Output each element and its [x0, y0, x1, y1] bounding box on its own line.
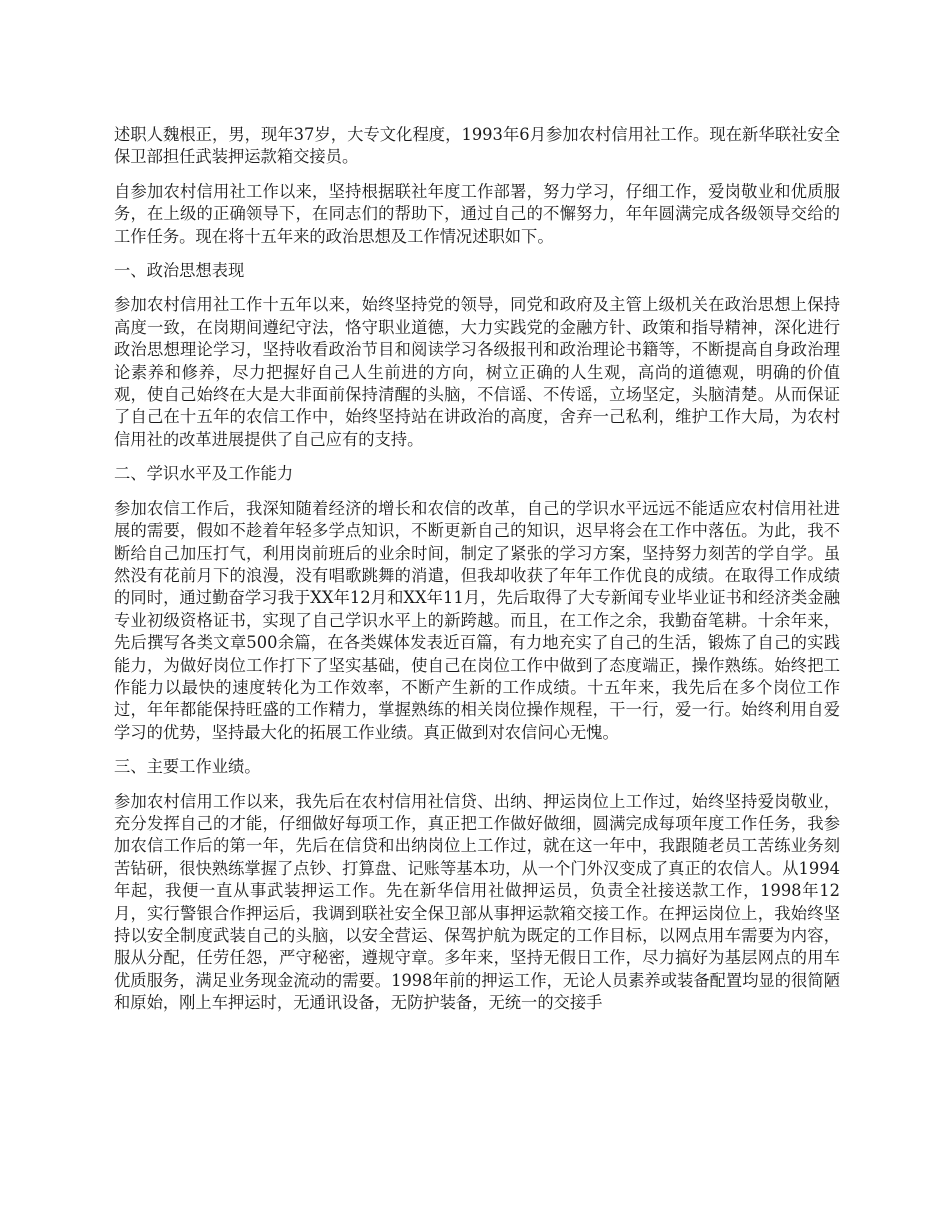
section-heading-political: 一、政治思想表现	[114, 261, 245, 281]
political-paragraph: 参加农村信用社工作十五年以来，始终坚持党的领导，同党和政府及主管上级机关在政治思想上保持高度一致，在岗期间遵纪守法，恪守职业道德，大力实践党的金融方针、政策和指导精神，深化进行政治思想理论学习，坚持收看政治节目和阅读学习各级报刊和政治理论书籍等，不断提高自身政治理论素养和修养，尽力把握好自己人生前进的方向，树立正确的人生观，高尚的道德观，明确的价值观，使自己始终在大是大非面前保持清醒的头脑，不信谣、不传谣，立场坚定，头脑清楚。从而保证了自己在十五年的农信工作中，始终坚持站在讲政治的高度，舍弃一己私利，维护工作大局，为农村信用社的改革进展提供了自己应有的支持。	[114, 295, 840, 449]
document-body	[114, 124, 840, 1027]
section-heading-ability: 二、学识水平及工作能力	[114, 464, 294, 484]
ability-paragraph: 参加农信工作后，我深知随着经济的增长和农信的改革，自己的学识水平远远不能适应农村信用社进展的需要，假如不趁着年轻多学点知识，不断更新自己的知识，迟早将会在工作中落伍。为此，我不断给自己加压打气，利用岗前班后的业余时间，制定了紧张的学习方案，坚持努力刻苦的学自学。虽然没有花前月下的浪漫，没有唱歌跳舞的消遣，但我却收获了年年工作优良的成绩。在取得工作成绩的同时，通过勤奋学习我于XX年12月和XX年11月，先后取得了大专新闻专业毕业证书和经济类金融专业初级资格证书，实现了自己学识水平上的新跨越。而且，在工作之余，我勤奋笔耕。十余年来，先后撰写各类文章500余篇，在各类媒体发表近百篇，有力地充实了自己的生活，锻炼了自己的实践能力，为做好岗位工作打下了坚实基础，使自己在岗位工作中做到了态度端正，操作熟练。始终把工作能力以最快的速度转化为工作效率，不断产生新的工作成绩。十五年来，我先后在多个岗位工作过，年年都能保持旺盛的工作精力，掌握熟练的相关岗位操作规程，干一行，爱一行。始终利用自爱学习的优势，坚持最大化的拓展工作业绩。真正做到对农信问心无愧。	[114, 498, 840, 742]
overview-paragraph: 自参加农村信用社工作以来，坚持根据联社年度工作部署，努力学习，仔细工作，爱岗敬业和优质服务，在上级的正确领导下，在同志们的帮助下，通过自己的不懈努力，年年圆满完成各级领导交给的工作任务。现在将十五年来的政治思想及工作情况述职如下。	[114, 181, 840, 246]
section-heading-achievements: 三、主要工作业绩。	[114, 757, 261, 777]
intro-paragraph: 述职人魏根正，男，现年37岁，大专文化程度，1993年6月参加农村信用社工作。现在新华联社安全保卫部担任武装押运款箱交接员。	[114, 125, 840, 167]
achievements-paragraph: 参加农村信用工作以来，我先后在农村信用社信贷、出纳、押运岗位上工作过，始终坚持爱岗敬业，充分发挥自己的才能，仔细做好每项工作，真正把工作做好做细，圆满完成每项年度工作任务，我参加农信工作后的第一年，先后在信贷和出纳岗位上工作过，就在这一年中，我跟随老员工苦练业务刻苦钻研，很快熟练掌握了点钞、打算盘、记账等基本功，从一个门外汉变成了真正的农信人。从1994年起，我便一直从事武装押运工作。先在新华信用社做押运员，负责全社接送款工作，1998年12月，实行警银合作押运后，我调到联社安全保卫部从事押运款箱交接工作。在押运岗位上，我始终坚持以安全制度武装自己的头脑，以安全营运、保驾护航为既定的工作目标，以网点用车需要为内容，服从分配，任劳任怨，严守秘密，遵规守章。多年来，坚持无假日工作，尽力搞好为基层网点的用车优质服务，满足业务现金流动的需要。1998年前的押运工作，无论人员素养或装备配置均显的很简陋和原始，刚上车押运时，无通讯设备，无防护装备，无统一的交接手	[114, 791, 840, 1013]
